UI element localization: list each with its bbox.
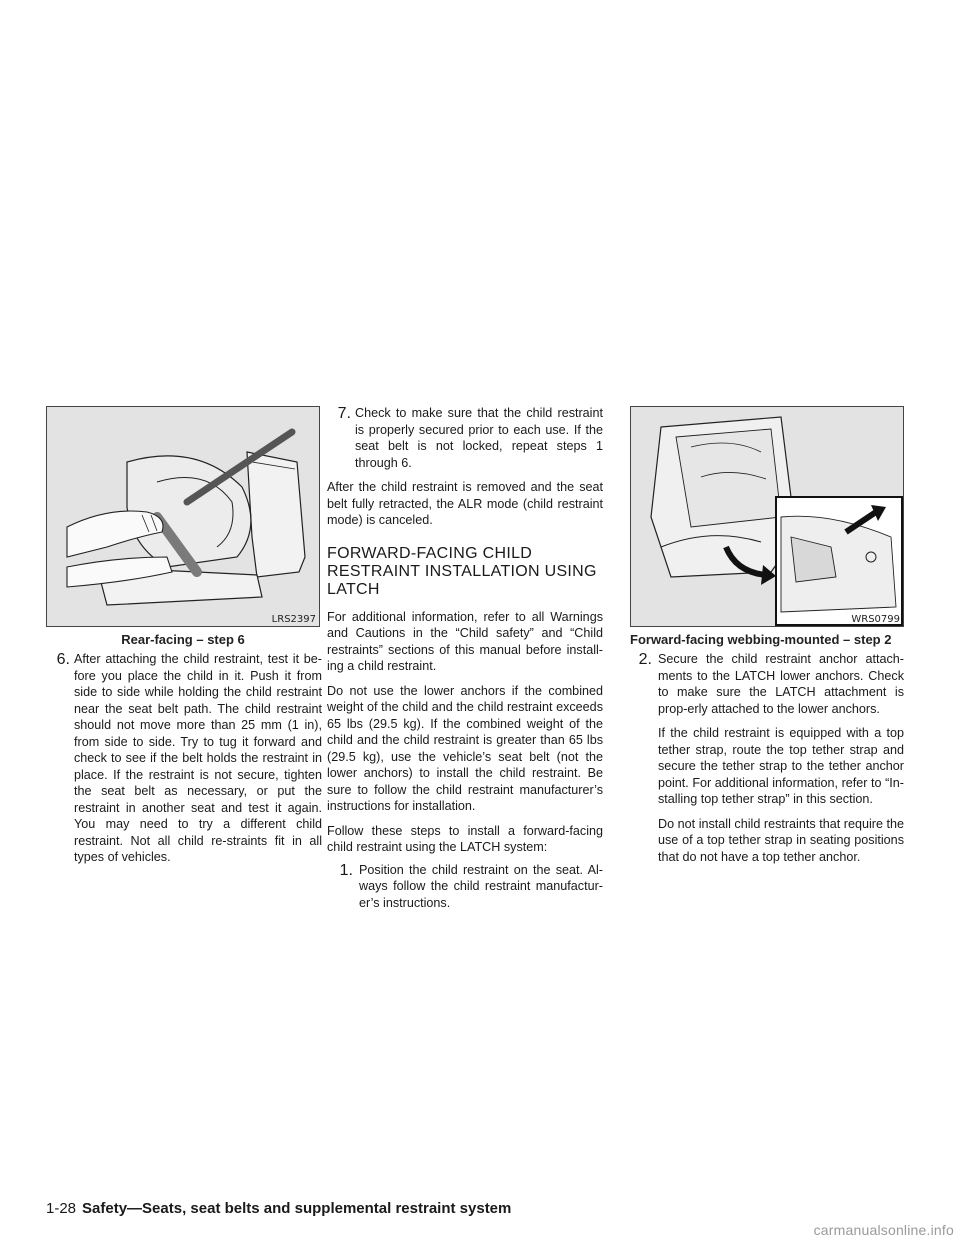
page-number: 1-28 — [46, 1200, 77, 1217]
figure-forward-facing — [630, 406, 904, 627]
figure-code: LRS2397 — [271, 614, 316, 625]
step-number: 2. — [638, 651, 652, 668]
step-text: Check to make sure that the child restraint is properly secured prior to each use. If the seat belt is not locked, repeat steps 1 through 6. — [355, 406, 603, 470]
rear-facing-seat-illustration — [47, 407, 320, 627]
paragraph-tether: If the child restraint is equipped with a top tether strap, route the top tether strap and secure the tether strap to the tether anchor point. For additional information, refer to “In-stalling top tether strap” in this section. — [658, 726, 904, 806]
step-1 — [327, 862, 603, 912]
step-number: 6. — [56, 651, 70, 668]
step-text: After attaching the child restraint, test it be-fore you place the child in it. Push it from side to side while holding the child restraint near the seat belt path. The child restraint should not move more than 25 mm (1 in), from side to side. Try to tug it forward and check to see if the belt holds the restraint in place. If the restraint is not secure, tighten the seat belt as necessary, or put the restraint in another seat and test it again. You may need to try a different child restraint. Not all child re-straints fit in all types of vehicles. — [74, 652, 322, 864]
paragraph-info: For additional information, refer to all Warnings and Cautions in the “Child safety” and “Child restraints” sections of this manual before install-ing a child restraint. — [327, 609, 603, 673]
paragraph-follow: Follow these steps to install a forward-facing child restraint using the LATCH system: — [327, 823, 603, 854]
step-number: 1. — [339, 861, 353, 879]
figure-rear-facing — [46, 406, 320, 627]
section-heading: FORWARD-FACING CHILD RESTRAINT INSTALLATION USING LATCH — [327, 544, 597, 598]
column-2 — [327, 405, 603, 911]
paragraph-donot: Do not install child restraints that require the use of a top tether strap in seating positions that do not have a top tether anchor. — [658, 816, 904, 864]
column-1 — [46, 651, 322, 866]
step-2 — [626, 651, 904, 717]
figure-caption: Forward-facing webbing-mounted – step 2 — [630, 632, 892, 647]
figure-caption: Rear-facing – step 6 — [121, 632, 245, 647]
figure-code: WRS0799 — [851, 614, 900, 625]
step-text: Secure the child restraint anchor attach-ments to the LATCH lower anchors. Check to make sure the LATCH attachment is prop-erly attached to the lower anchors. — [658, 652, 904, 716]
step-6 — [46, 651, 322, 866]
column-3 — [626, 651, 904, 865]
paragraph-alr: After the child restraint is removed and the seat belt fully retracted, the ALR mode (child restraint mode) is canceled. — [327, 480, 603, 527]
forward-facing-seat-illustration — [631, 407, 904, 627]
page-footer — [46, 1200, 511, 1217]
paragraph-weight: Do not use the lower anchors if the combined weight of the child and the child restraint exceeds 65 lbs (29.5 kg). If the combined weight of the child and the child restraint is greater than 65 lbs (29.5 kg), use the vehicle’s seat belt (not the lower anchors) to install the child restraint. Be sure to follow the child restraint manufacturer’s instructions for installation. — [327, 683, 603, 813]
section-title: Safety—Seats, seat belts and supplemental restraint system — [82, 1200, 512, 1217]
watermark: carmanualsonline.info — [813, 1222, 954, 1238]
step-7 — [327, 405, 603, 471]
step-text: Position the child restraint on the seat. Al-ways follow the child restraint manufactur-er’s instructions. — [359, 862, 603, 910]
step-number: 7. — [337, 405, 351, 422]
